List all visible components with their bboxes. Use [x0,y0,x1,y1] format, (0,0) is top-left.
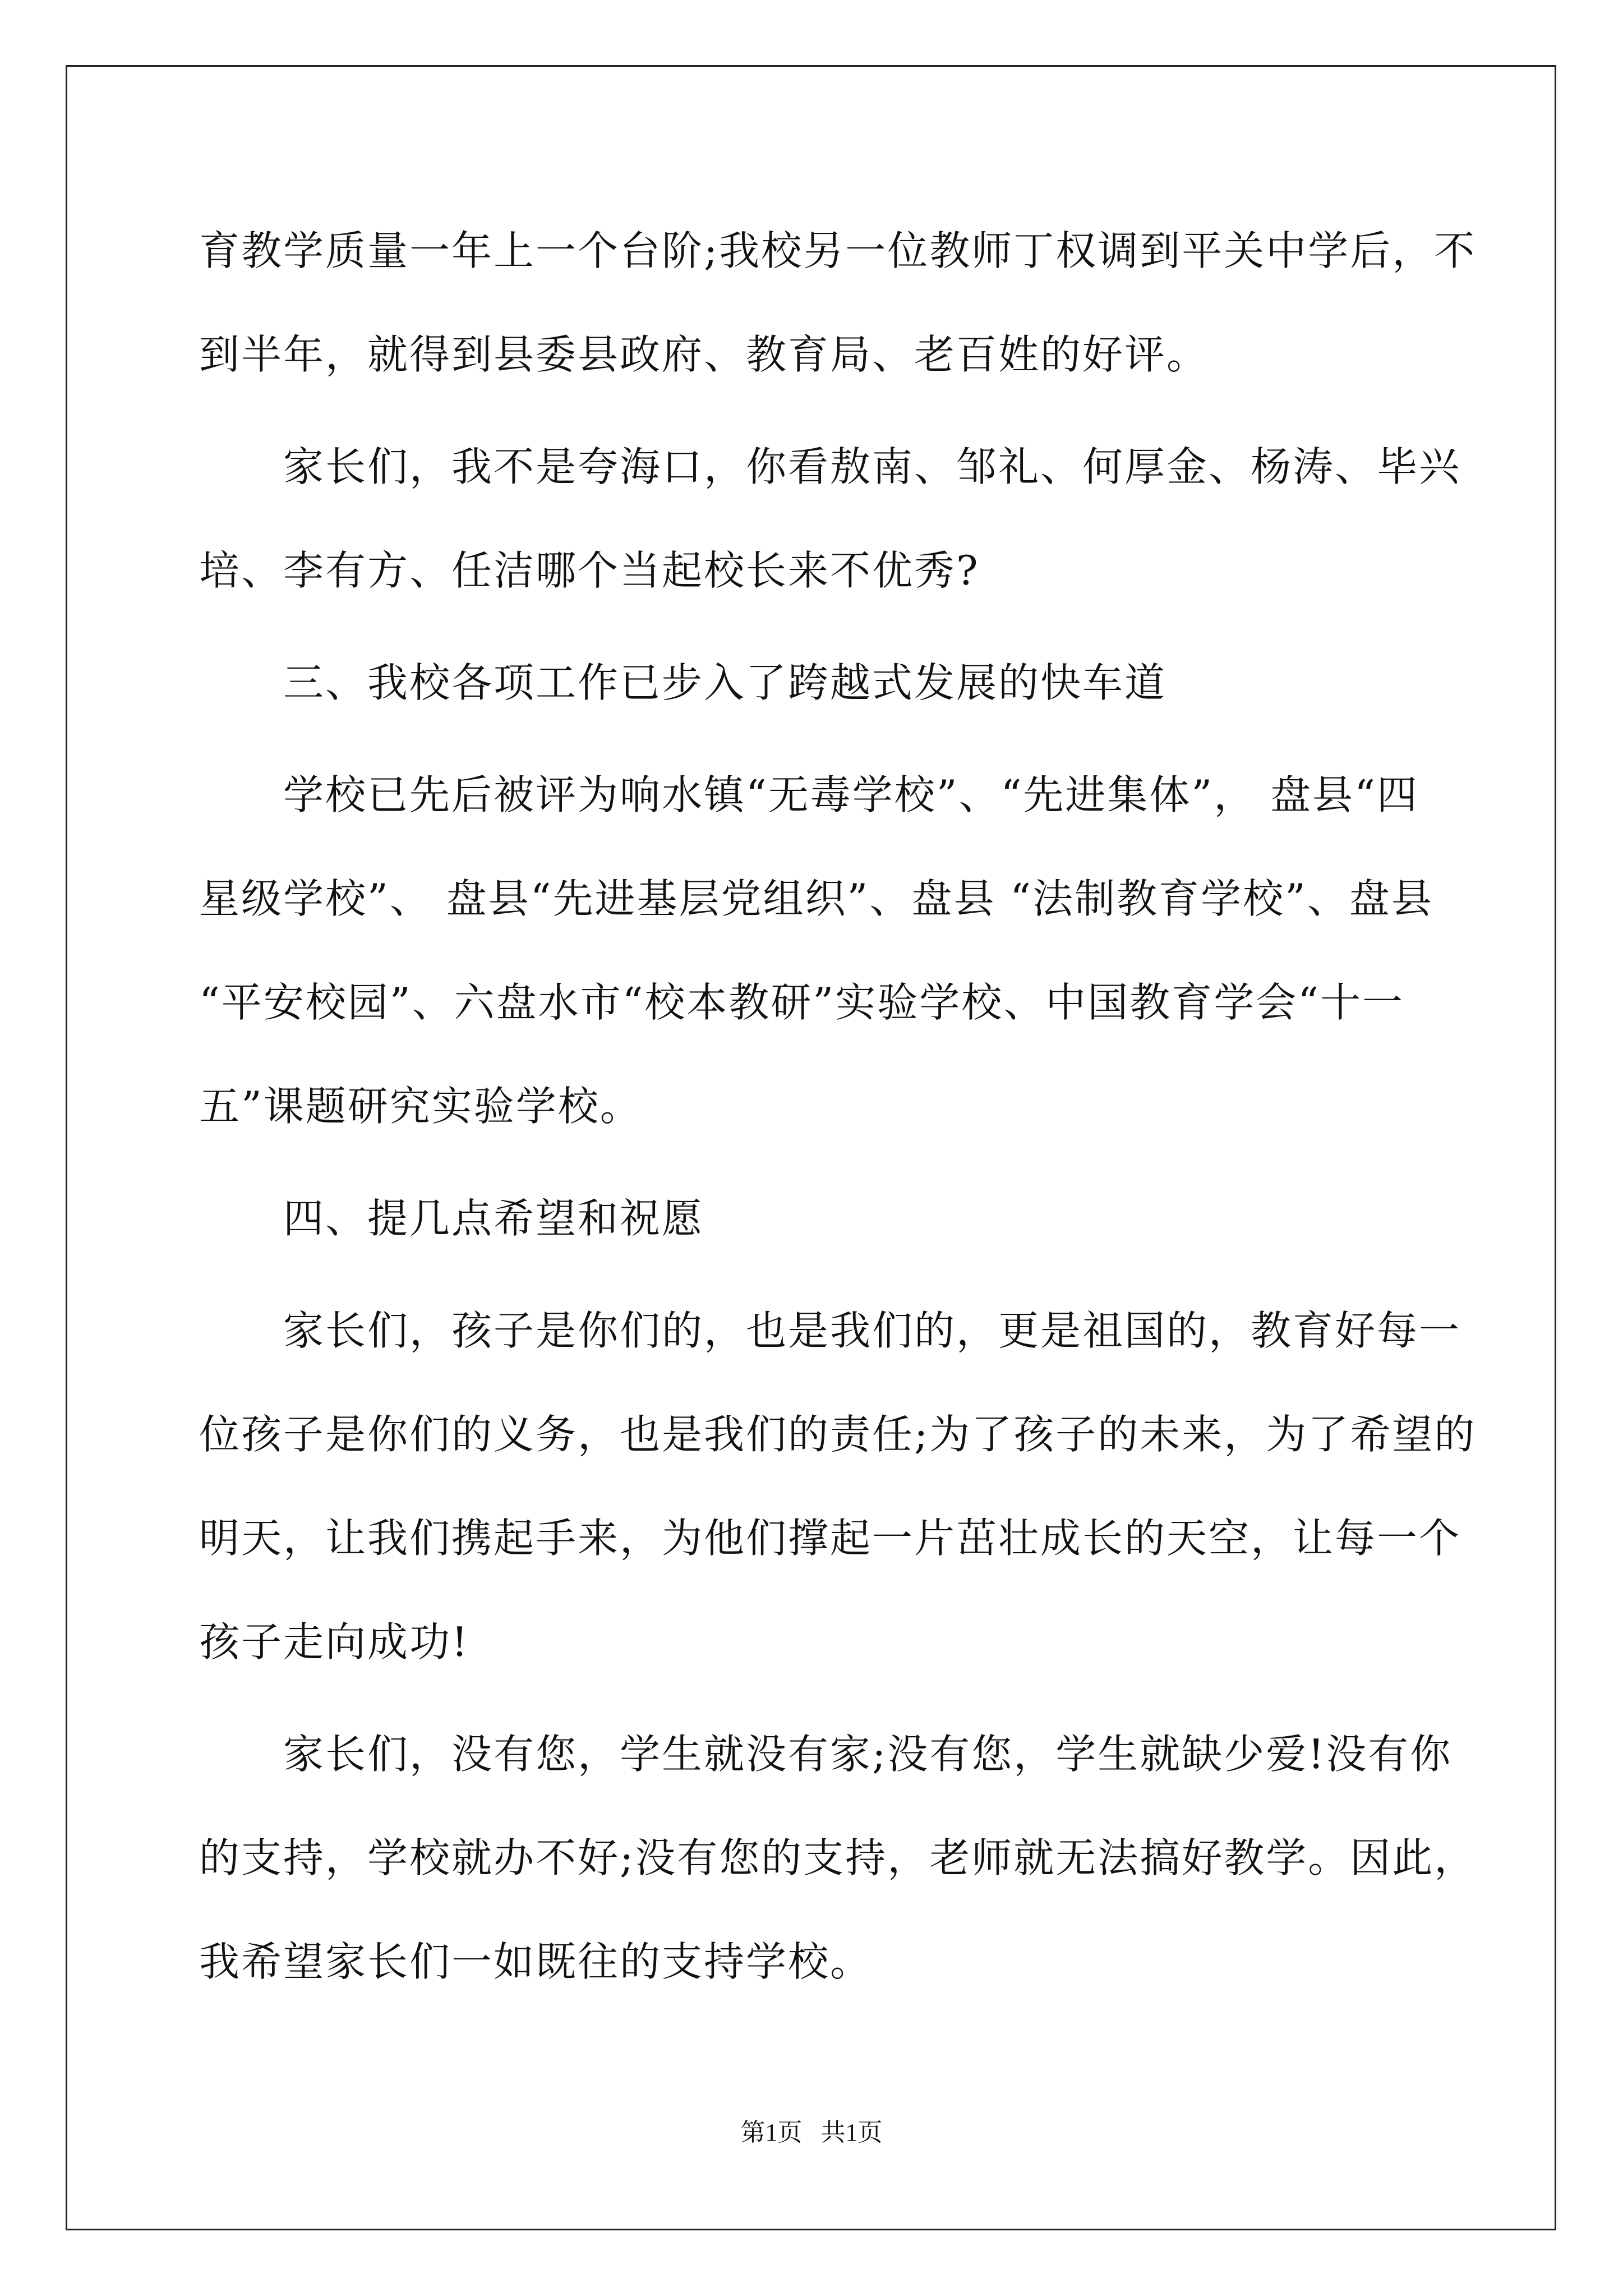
page-border [66,65,1556,2230]
text-line-3: 家长们，我不是夸海口，你看敖南、邹礼、何厚金、杨涛、毕兴 [283,443,1461,490]
page-footer [0,2116,1623,2150]
section-heading-4: 四、提几点希望和祝愿 [283,1195,704,1242]
text-line-8: “平安校园”、六盘水市“校本教研”实验学校、中国教育学会“十一 [199,979,1405,1026]
section-heading-3: 三、我校各项工作已步入了跨越式发展的快车道 [283,659,1167,706]
text-line-2: 到半年，就得到县委县政府、教育局、老百姓的好评。 [199,331,1209,378]
text-line-12: 位孩子是你们的义务，也是我们的责任;为了孩子的未来，为了希望的 [199,1411,1477,1458]
text-line-14: 孩子走向成功! [199,1618,469,1665]
text-line-15: 家长们，没有您，学生就没有家;没有您，学生就缺少爱!没有你 [283,1731,1453,1778]
text-line-4: 培、李有方、任洁哪个当起校长来不优秀? [199,547,980,594]
text-line-7: 星级学校”、 盘县“先进基层党组织”、盘县 “法制教育学校”、盘县 [199,875,1433,922]
text-line-16: 的支持，学校就办不好;没有您的支持，老师就无法搞好教学。因此， [199,1834,1477,1881]
page-number: 第1页 [740,2119,803,2146]
text-line-1: 育教学质量一年上一个台阶;我校另一位教师丁权调到平关中学后，不 [199,227,1477,274]
text-line-9: 五”课题研究实验学校。 [199,1083,642,1130]
text-line-13: 明天，让我们携起手来，为他们撑起一片茁壮成长的天空，让每一个 [199,1515,1461,1562]
text-line-17: 我希望家长们一如既往的支持学校。 [199,1938,873,1985]
page-total: 共1页 [820,2119,883,2146]
text-line-6: 学校已先后被评为响水镇“无毒学校”、“先进集体”， 盘县“四 [283,771,1419,818]
text-line-11: 家长们，孩子是你们的，也是我们的，更是祖国的，教育好每一 [283,1307,1461,1354]
